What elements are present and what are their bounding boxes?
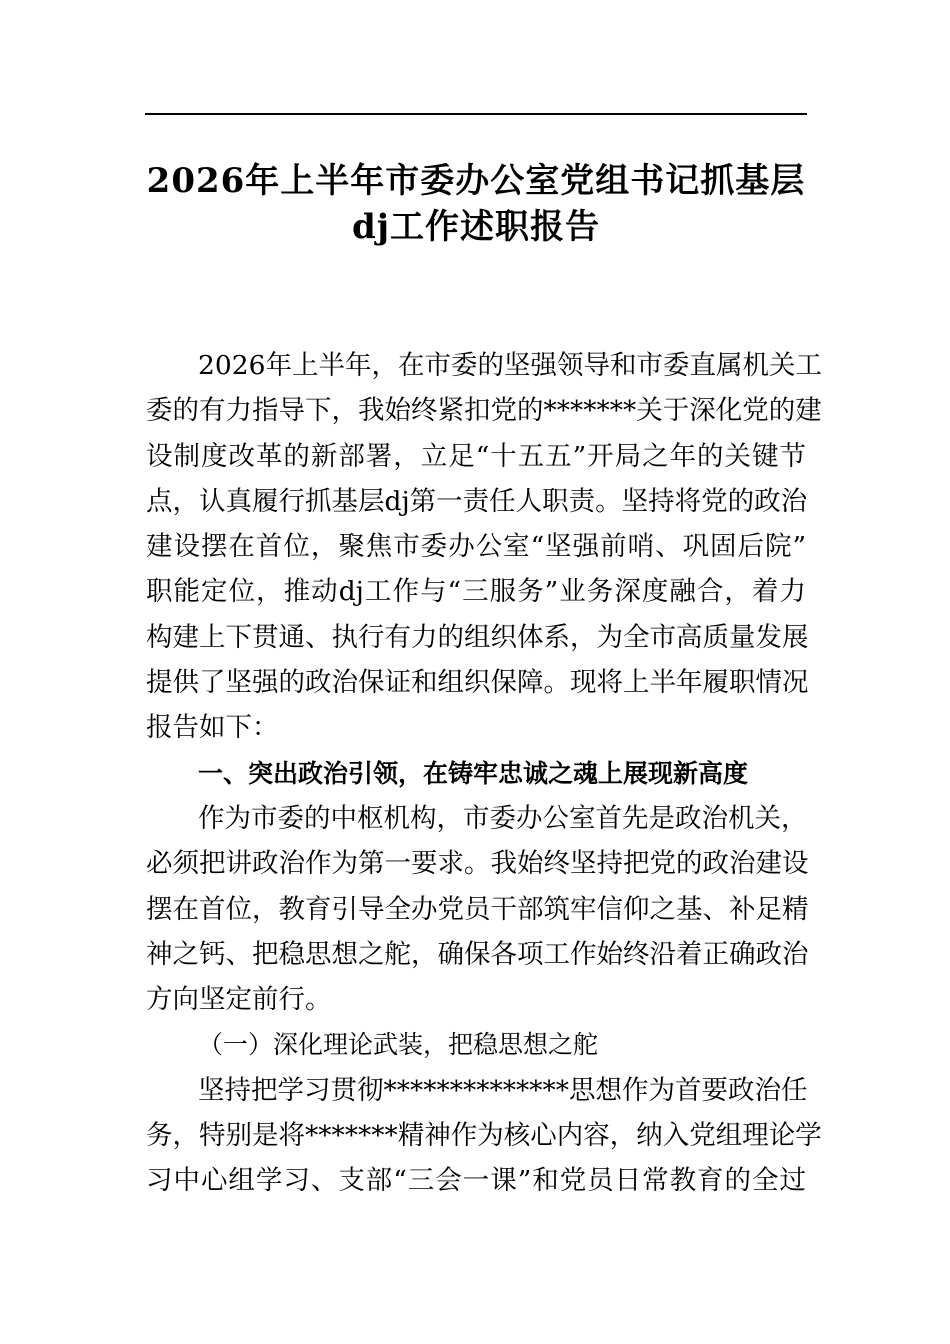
intro-line: 设制度改革的新部署，立足“十五五”开局之年的关键节	[146, 440, 806, 472]
subsection1-line: 坚持把学习贯彻**************思想作为首要政治任	[198, 1074, 808, 1106]
intro-line: 2026年上半年，在市委的坚强领导和市委直属机关工	[198, 350, 822, 381]
section-heading-1: 一、突出政治引领，在铸牢忠诚之魂上展现新高度	[198, 758, 749, 788]
subsection1-line: 习中心组学习、支部“三会一课”和党员日常教育的全过	[146, 1165, 806, 1197]
title-line-1: 2026年上半年市委办公室党组书记抓基层	[146, 161, 806, 201]
intro-line: 职能定位，推动dj工作与“三服务”业务深度融合，着力	[146, 576, 806, 608]
subsection-heading-1: （一）深化理论武装，把稳思想之舵	[198, 1030, 599, 1060]
section1-line: 摆在首位，教育引导全办党员干部筑牢信仰之基、补足精	[146, 893, 809, 925]
subsection1-line: 务，特别是将*******精神作为核心内容，纳入党组理论学	[146, 1120, 822, 1152]
intro-line: 委的有力指导下，我始终紧扣党的*******关于深化党的建	[146, 395, 822, 427]
header-rule	[145, 113, 807, 115]
intro-line: 报告如下：	[146, 712, 279, 744]
section1-line: 必须把讲政治作为第一要求。我始终坚持把党的政治建设	[146, 848, 809, 880]
section1-line: 方向坚定前行。	[146, 984, 332, 1016]
section1-line: 神之钙、把稳思想之舵，确保各项工作始终沿着正确政治	[146, 938, 809, 970]
intro-line: 建设摆在首位，聚焦市委办公室“坚强前哨、巩固后院”	[146, 531, 806, 563]
intro-line: 构建上下贯通、执行有力的组织体系，为全市高质量发展	[146, 621, 809, 653]
document-body	[146, 343, 822, 1204]
intro-line: 提供了坚强的政治保证和组织保障。现将上半年履职情况	[146, 667, 809, 699]
title-line-2: dj工作述职报告	[351, 207, 601, 247]
document-title	[140, 158, 812, 250]
section1-line: 作为市委的中枢机构，市委办公室首先是政治机关，	[198, 802, 808, 834]
intro-line: 点，认真履行抓基层dj第一责任人职责。坚持将党的政治	[146, 485, 808, 517]
